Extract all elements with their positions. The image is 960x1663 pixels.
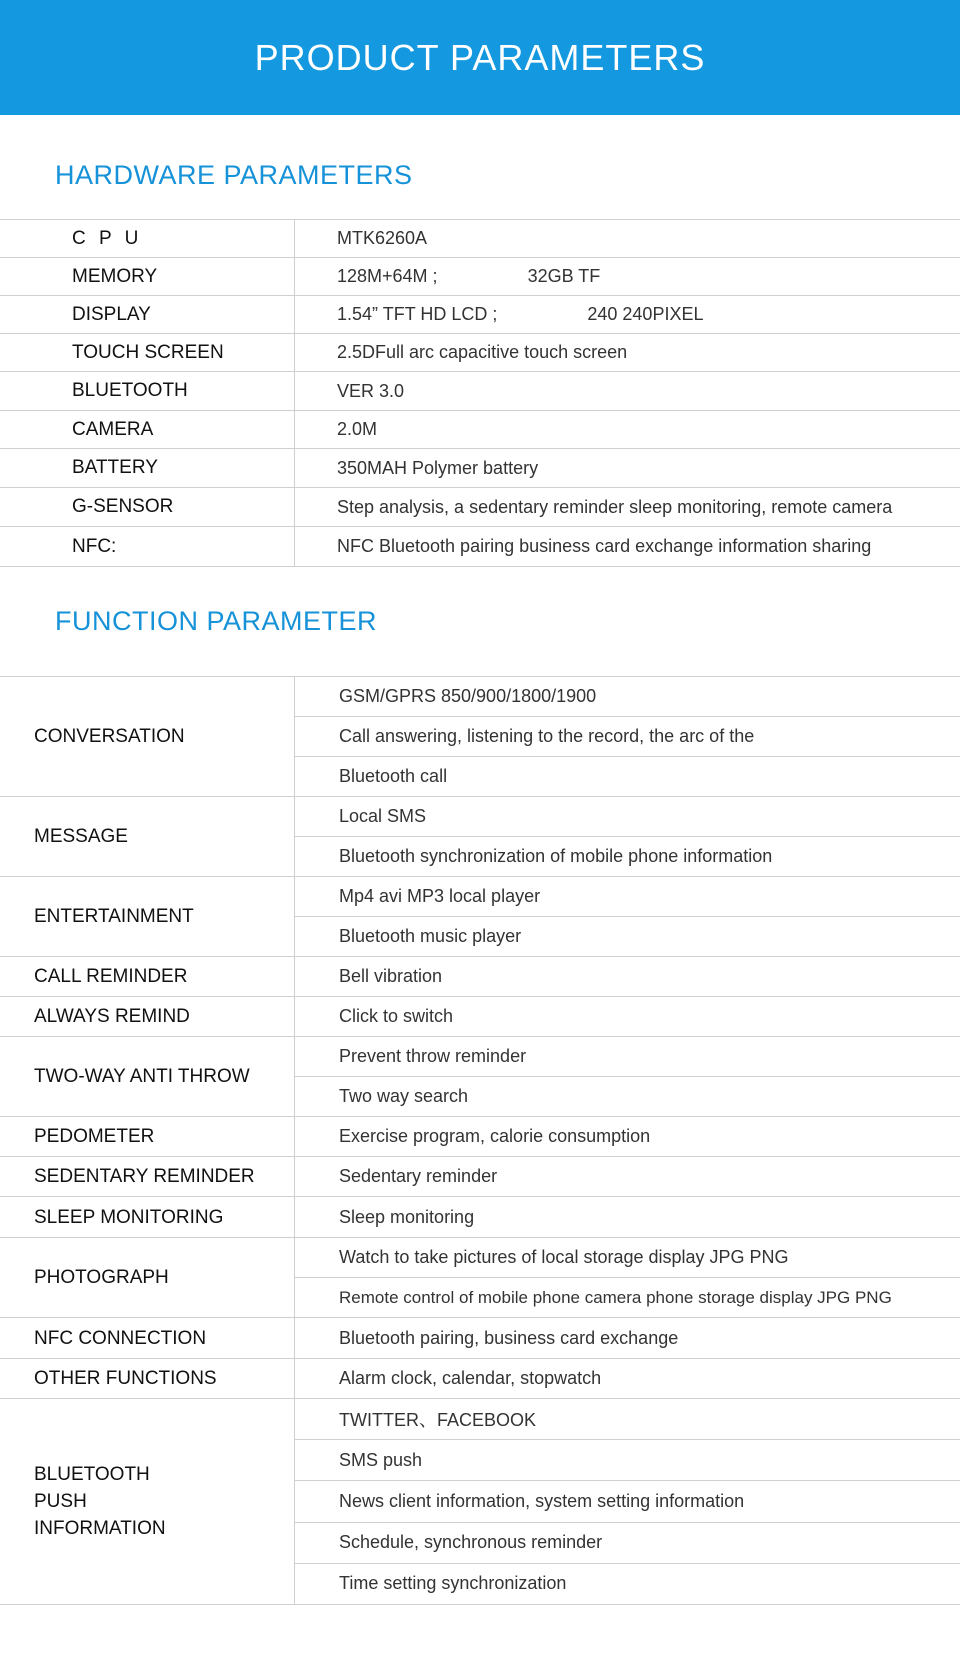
function-label: TWO-WAY ANTI THROW bbox=[0, 1037, 295, 1116]
page-banner bbox=[0, 0, 960, 115]
function-group-bluetooth-push-information bbox=[0, 1399, 960, 1605]
hardware-value: MTK6260A bbox=[337, 228, 428, 248]
hardware-value: NFC Bluetooth pairing business card exchange information sharing bbox=[337, 536, 872, 556]
function-item: Bluetooth pairing, business card exchange bbox=[339, 1327, 679, 1348]
function-item: Click to switch bbox=[339, 1006, 454, 1026]
hardware-value: Step analysis, a sedentary reminder sleep monitoring, remote camera bbox=[337, 496, 893, 517]
function-item: Alarm clock, calendar, stopwatch bbox=[339, 1368, 602, 1388]
function-item: Local SMS bbox=[295, 797, 960, 837]
function-label: ENTERTAINMENT bbox=[0, 877, 295, 956]
function-table bbox=[0, 676, 960, 1605]
function-item: News client information, system setting information bbox=[295, 1481, 960, 1522]
function-item: Mp4 avi MP3 local player bbox=[295, 877, 960, 917]
function-group-pedometer bbox=[0, 1117, 960, 1157]
hardware-row-g-sensor bbox=[0, 488, 960, 527]
hardware-value: 2.5DFull arc capacitive touch screen bbox=[337, 342, 628, 362]
hardware-value bbox=[295, 258, 960, 295]
function-group-two-way-anti-throw bbox=[0, 1037, 960, 1117]
hardware-row-camera bbox=[0, 411, 960, 449]
function-group-nfc-connection bbox=[0, 1318, 960, 1359]
function-label: CONVERSATION bbox=[0, 677, 295, 796]
function-label: SLEEP MONITORING bbox=[0, 1197, 295, 1237]
function-item: GSM/GPRS 850/900/1800/1900 bbox=[295, 677, 960, 717]
function-label: ALWAYS REMIND bbox=[0, 997, 295, 1036]
hardware-value-part: 128M+64M ; bbox=[337, 266, 438, 286]
hardware-label: C P U bbox=[0, 220, 295, 257]
hardware-row-nfc bbox=[0, 527, 960, 567]
hardware-row-battery bbox=[0, 449, 960, 488]
hardware-value: VER 3.0 bbox=[337, 380, 405, 401]
function-group-entertainment bbox=[0, 877, 960, 957]
function-label: CALL REMINDER bbox=[0, 957, 295, 996]
hardware-label: CAMERA bbox=[0, 411, 295, 448]
function-item: Exercise program, calorie consumption bbox=[339, 1126, 651, 1146]
function-item: Prevent throw reminder bbox=[295, 1037, 960, 1077]
function-item: Remote control of mobile phone camera phone storage display JPG PNG bbox=[339, 1287, 892, 1307]
function-item: Time setting synchronization bbox=[339, 1573, 567, 1594]
function-label-text: BLUETOOTH PUSH INFORMATION bbox=[34, 1464, 166, 1539]
function-item: Two way search bbox=[339, 1086, 469, 1106]
hardware-label: BLUETOOTH bbox=[0, 372, 295, 410]
function-item: Bell vibration bbox=[339, 966, 443, 986]
hardware-section-title: HARDWARE PARAMETERS bbox=[55, 160, 413, 190]
function-group-always-remind bbox=[0, 997, 960, 1037]
hardware-value-part: 32GB TF bbox=[527, 266, 601, 286]
hardware-row-cpu bbox=[0, 220, 960, 258]
function-item: Watch to take pictures of local storage display JPG PNG bbox=[295, 1238, 960, 1278]
function-item: Schedule, synchronous reminder bbox=[295, 1523, 960, 1564]
function-item: TWITTER、FACEBOOK bbox=[295, 1399, 960, 1440]
hardware-row-display bbox=[0, 296, 960, 334]
function-item: Bluetooth synchronization of mobile phone information bbox=[339, 846, 773, 866]
hardware-value: 2.0M bbox=[337, 419, 378, 439]
function-group-other-functions bbox=[0, 1359, 960, 1399]
hardware-row-bluetooth bbox=[0, 372, 960, 411]
hardware-value-part: 1.54” TFT HD LCD ; bbox=[337, 304, 498, 324]
function-item: Call answering, listening to the record, the arc of the bbox=[295, 717, 960, 757]
function-item: Sedentary reminder bbox=[339, 1166, 498, 1186]
hardware-value bbox=[295, 296, 960, 333]
function-group-call-reminder bbox=[0, 957, 960, 997]
function-label: OTHER FUNCTIONS bbox=[0, 1359, 295, 1398]
function-label: MESSAGE bbox=[0, 797, 295, 876]
hardware-label: DISPLAY bbox=[0, 296, 295, 333]
hardware-label: NFC: bbox=[0, 527, 295, 566]
function-label: PHOTOGRAPH bbox=[0, 1238, 295, 1317]
function-label: NFC CONNECTION bbox=[0, 1318, 295, 1358]
hardware-label: MEMORY bbox=[0, 258, 295, 295]
hardware-value-part: 240 240PIXEL bbox=[587, 304, 704, 324]
function-item: Sleep monitoring bbox=[339, 1206, 475, 1227]
function-item: SMS push bbox=[295, 1440, 960, 1481]
function-group-sedentary-reminder bbox=[0, 1157, 960, 1197]
hardware-label: BATTERY bbox=[0, 449, 295, 487]
function-group-conversation bbox=[0, 677, 960, 797]
hardware-row-memory bbox=[0, 258, 960, 296]
function-item: Bluetooth music player bbox=[339, 926, 522, 946]
function-label: PEDOMETER bbox=[0, 1117, 295, 1156]
hardware-table bbox=[0, 219, 960, 567]
function-group-sleep-monitoring bbox=[0, 1197, 960, 1238]
function-label bbox=[0, 1399, 295, 1604]
function-item: Bluetooth call bbox=[339, 766, 448, 786]
function-group-photograph bbox=[0, 1238, 960, 1318]
hardware-row-touch-screen bbox=[0, 334, 960, 372]
page-title: PRODUCT PARAMETERS bbox=[254, 36, 706, 78]
hardware-label: TOUCH SCREEN bbox=[0, 334, 295, 371]
function-label: SEDENTARY REMINDER bbox=[0, 1157, 295, 1196]
hardware-value: 350MAH Polymer battery bbox=[337, 457, 539, 478]
hardware-label: G-SENSOR bbox=[0, 488, 295, 526]
function-section-title: FUNCTION PARAMETER bbox=[55, 606, 378, 636]
function-group-message bbox=[0, 797, 960, 877]
